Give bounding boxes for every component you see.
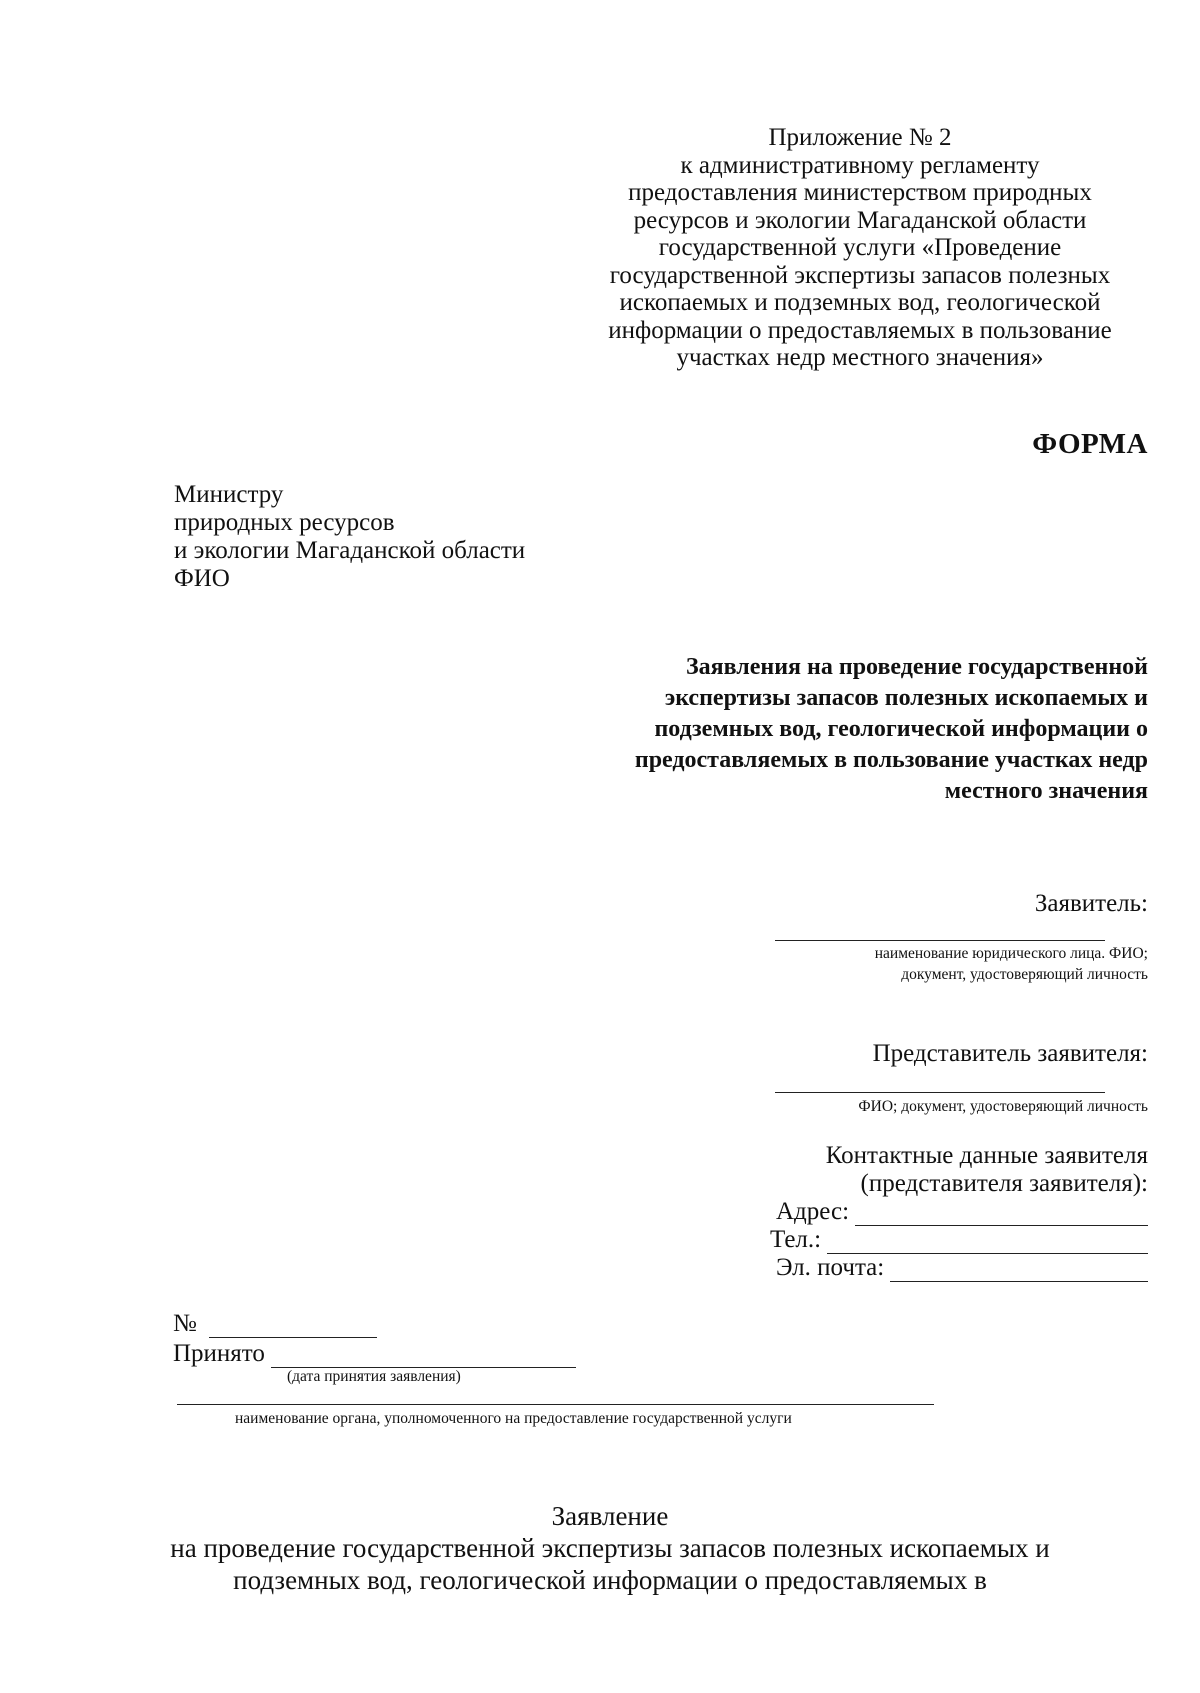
date-hint: (дата принятия заявления): [287, 1368, 461, 1385]
applicant-hint: [875, 943, 1148, 985]
applicant-field[interactable]: [775, 940, 1105, 941]
annex-line: государственной услуги «Проведение: [658, 234, 1062, 261]
annex-line: государственной экспертизы запасов полезных: [609, 261, 1111, 289]
representative-hint: ФИО; документ, удостоверяющий личность: [858, 1098, 1148, 1115]
addressee-block: [174, 481, 525, 593]
addressee-line: Министру: [174, 481, 284, 508]
annex-line: предоставления министерством природных: [628, 179, 1092, 206]
application-title-line: местного значения: [944, 778, 1148, 804]
representative-label: Представитель заявителя:: [872, 1040, 1148, 1067]
application-title-line: подземных вод, геологической информации о: [654, 716, 1148, 742]
phone-row: [770, 1226, 1148, 1254]
applicant-label: Заявитель:: [1034, 890, 1148, 917]
addressee-line: природных ресурсов: [174, 509, 395, 536]
addressee-line: и экологии Магаданской области: [174, 537, 526, 564]
application-title-line: экспертизы запасов полезных ископаемых и: [664, 685, 1148, 711]
authority-field[interactable]: [177, 1404, 934, 1405]
authority-hint: наименование органа, уполномоченного на предоставление государственной услуги: [235, 1410, 792, 1427]
application-title-line: предоставляемых в пользование участках недр: [634, 747, 1148, 773]
annex-line: участках недр местного значения»: [676, 344, 1044, 371]
statement-title: Заявление: [551, 1501, 669, 1531]
application-title-line: Заявления на проведение государственной: [685, 654, 1148, 680]
number-field[interactable]: [209, 1315, 377, 1338]
form-label: ФОРМА: [1032, 428, 1148, 460]
contacts-header: Контактные данные заявителя: [825, 1142, 1148, 1169]
email-field[interactable]: [890, 1259, 1148, 1282]
annex-line: к административному регламенту: [680, 151, 1040, 179]
address-row: [776, 1198, 1148, 1226]
contacts-header-sub: (представителя заявителя):: [860, 1170, 1148, 1197]
phone-label: Тел.:: [770, 1226, 822, 1253]
annex-header: [600, 124, 1120, 372]
email-label: Эл. почта:: [776, 1254, 885, 1281]
address-field[interactable]: [855, 1203, 1148, 1226]
statement-line: на проведение государственной экспертизы запасов полезных ископаемых и: [170, 1533, 1050, 1563]
applicant-hint-line: документ, удостоверяющий личность: [901, 966, 1148, 983]
annex-line: ресурсов и экологии Магаданской области: [633, 206, 1087, 234]
phone-field[interactable]: [827, 1231, 1148, 1254]
representative-field[interactable]: [775, 1092, 1105, 1093]
annex-line: ископаемых и подземных вод, геологической: [619, 289, 1101, 316]
application-title: [588, 652, 1148, 807]
statement-block: [150, 1500, 1070, 1596]
accepted-row: [173, 1340, 576, 1368]
number-label: №: [173, 1310, 197, 1337]
statement-line: подземных вод, геологической информации о предоставляемых в: [233, 1565, 987, 1595]
address-label: Адрес:: [776, 1198, 850, 1225]
annex-line: Приложение № 2: [768, 124, 952, 151]
email-row: [776, 1254, 1148, 1282]
addressee-line: ФИО: [174, 565, 230, 592]
contacts-block: [748, 1142, 1148, 1282]
accepted-date-field[interactable]: [271, 1345, 576, 1368]
applicant-hint-line: наименование юридического лица. ФИО;: [874, 945, 1148, 962]
annex-line: информации о предоставляемых в пользование: [608, 316, 1112, 344]
accepted-label: Принято: [173, 1340, 265, 1367]
number-row: [173, 1310, 377, 1338]
